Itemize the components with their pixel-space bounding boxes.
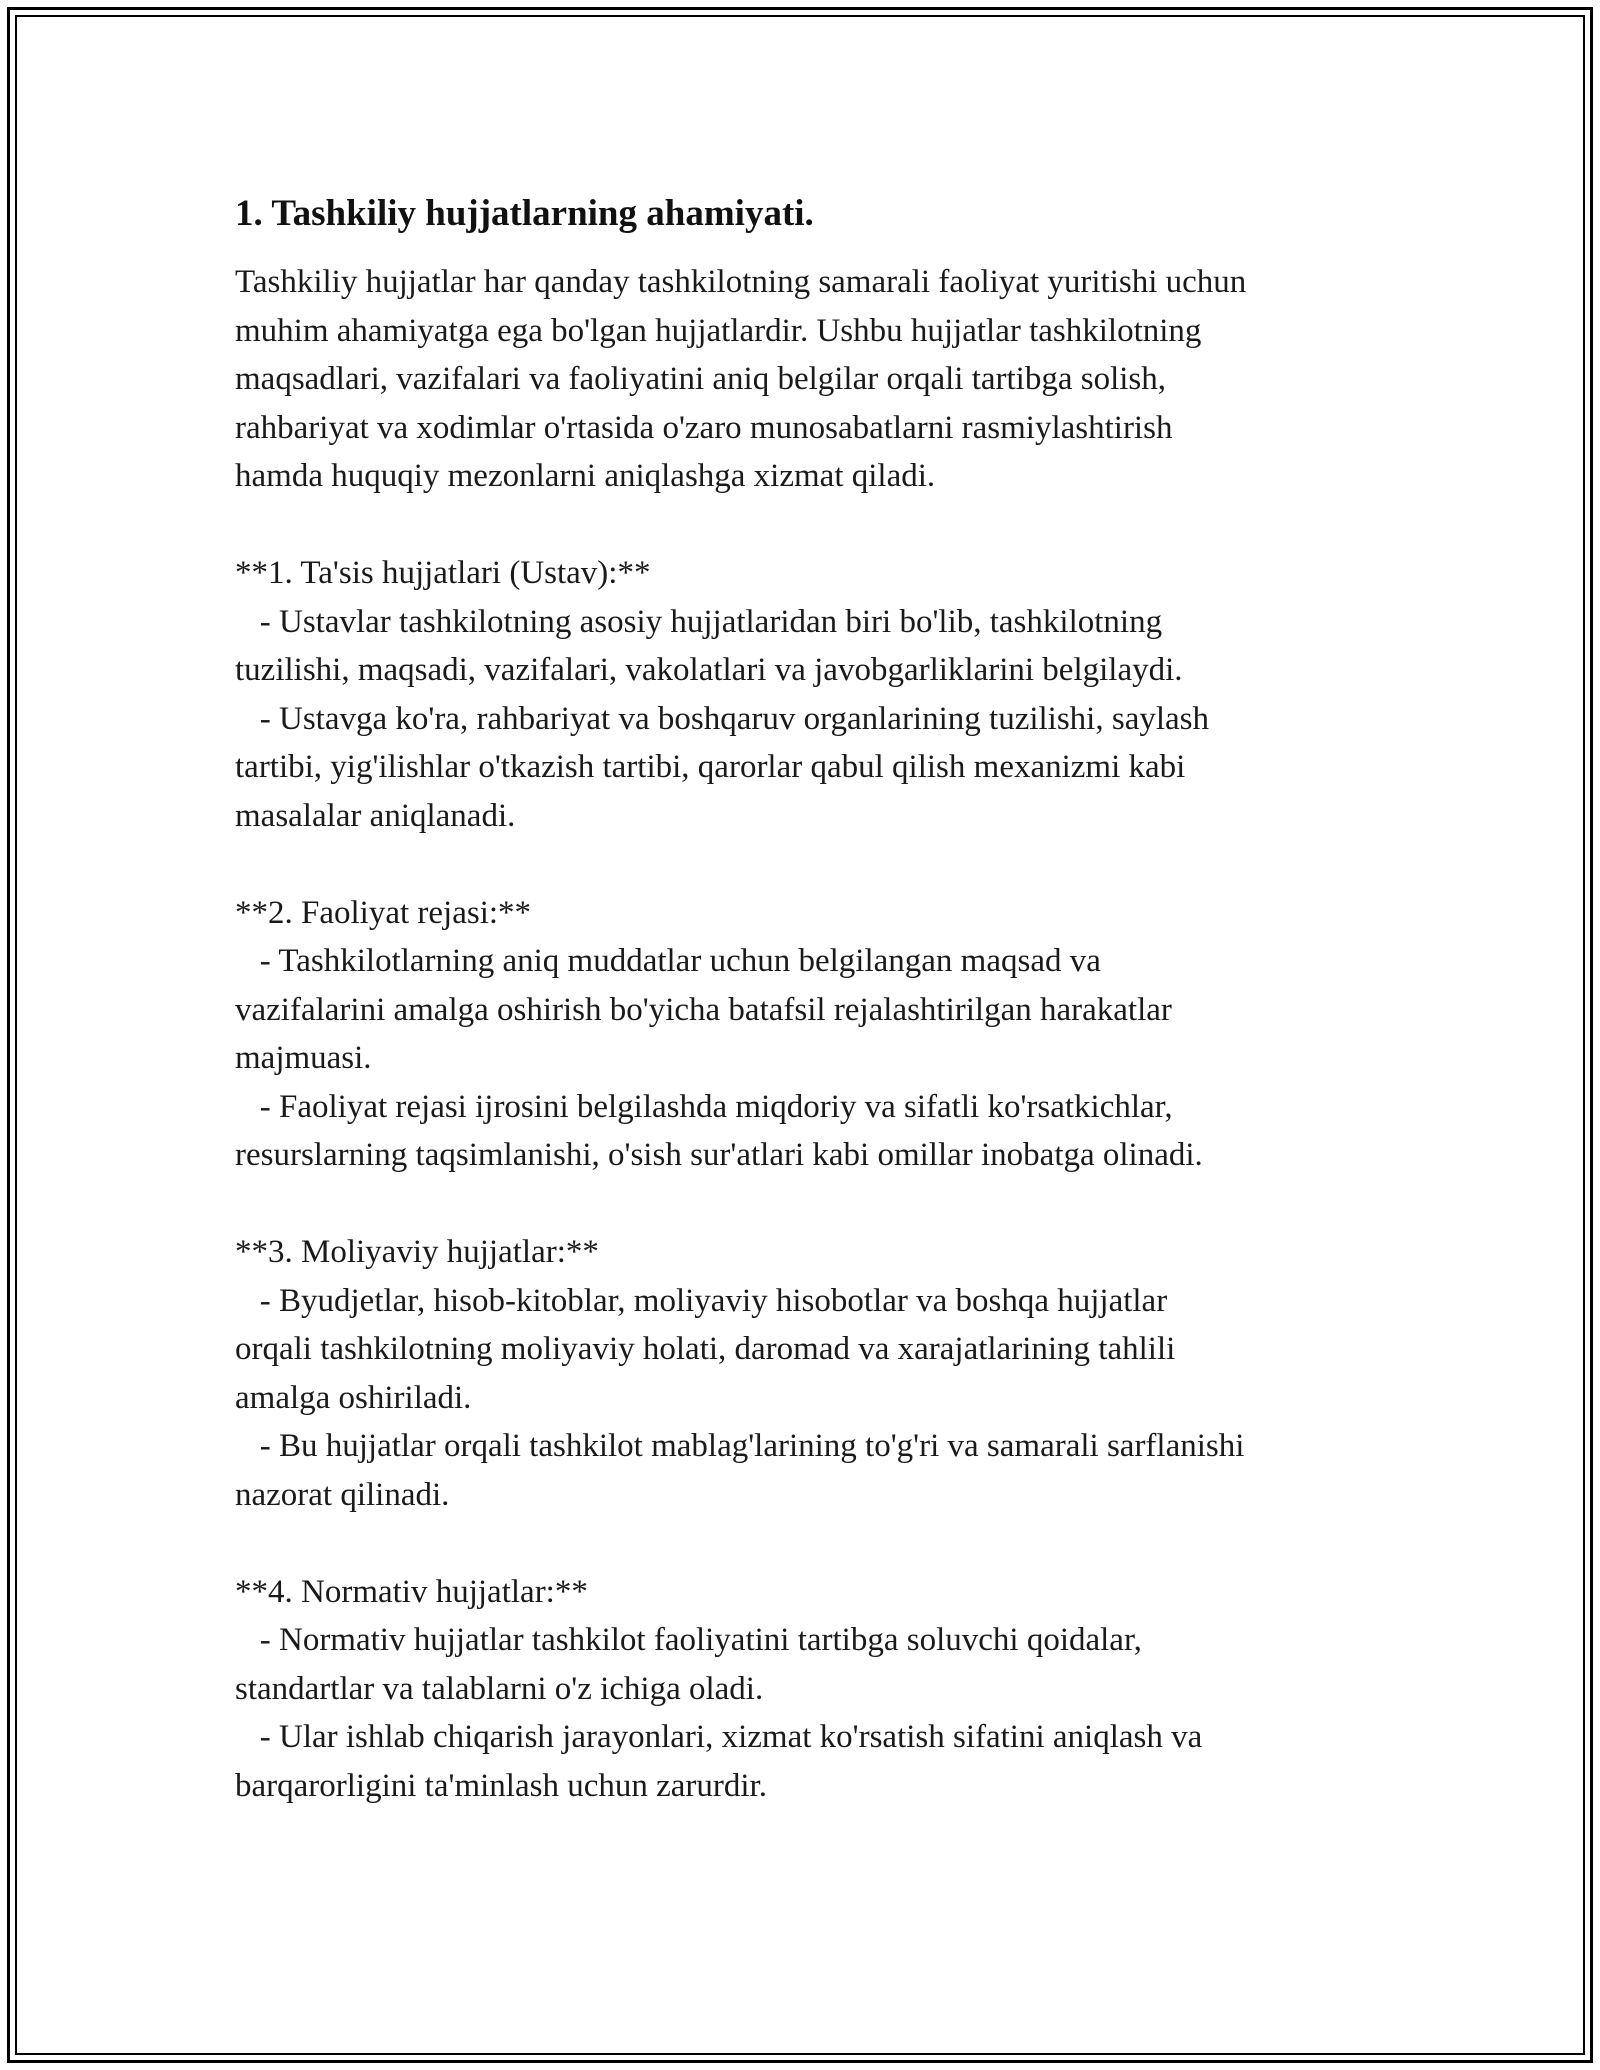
spacer bbox=[235, 840, 1375, 889]
section-item: - Ustavlar tashkilotning asosiy hujjatlaridan biri bo'lib, tashkilotning tuzilishi, maqsadi, vazifalari, vakolatlari va javobgarliklarini belgilaydi. bbox=[235, 603, 1183, 688]
document-body bbox=[235, 188, 1375, 1810]
intro-paragraph: Tashkiliy hujjatlar har qanday tashkilotning samarali faoliyat yuritishi uchun muhim ahamiyatga ega bo'lgan hujjatlardir. Ushbu hujjatlar tashkilotning maqsadlari, vazifalari va faoliyatini aniq belgilar orqali tartibga solish, rahbariyat va xodimlar o'rtasida o'zaro munosabatlarni rasmiylashtirish hamda huquqiy mezonlarni aniqlashga xizmat qiladi. bbox=[235, 264, 1247, 494]
section-title: **3. Moliyaviy hujjatlar:** bbox=[235, 1234, 599, 1270]
spacer bbox=[235, 501, 1375, 550]
spacer bbox=[235, 1519, 1375, 1568]
section-item: - Ustavga ko'ra, rahbariyat va boshqaruv organlarining tuzilishi, saylash tartibi, yig'ilishlar o'tkazish tartibi, qarorlar qabul qilish mexanizmi kabi masalalar aniqlanadi. bbox=[235, 700, 1209, 834]
section-item: - Faoliyat rejasi ijrosini belgilashda miqdoriy va sifatli ko'rsatkichlar, resurslarning taqsimlanishi, o'sish sur'atlari kabi omillar inobatga olinadi. bbox=[235, 1088, 1203, 1173]
section-title: **4. Normativ hujjatlar:** bbox=[235, 1573, 588, 1610]
section-item: - Tashkilotlarning aniq muddatlar uchun belgilangan maqsad va vazifalarini amalga oshirish bo'yicha batafsil rejalashtirilgan harakatlar majmuasi. bbox=[235, 943, 1172, 1076]
section-4 bbox=[235, 1568, 1375, 1811]
spacer bbox=[235, 1180, 1375, 1229]
section-2 bbox=[235, 889, 1375, 1180]
section-item: - Byudjetlar, hisob-kitoblar, moliyaviy hisobotlar va boshqa hujjatlar orqali tashkilotning moliyaviy holati, daromad va xarajatlarining tahlili amalga oshiriladi. bbox=[235, 1282, 1176, 1416]
section-item: - Bu hujjatlar orqali tashkilot mablag'larining to'g'ri va samarali sarflanishi nazorat qilinadi. bbox=[235, 1428, 1245, 1513]
document-heading: 1. Tashkiliy hujjatlarning ahamiyati. bbox=[235, 193, 814, 234]
section-1 bbox=[235, 549, 1375, 840]
section-item: - Ular ishlab chiqarish jarayonlari, xizmat ko'rsatish sifatini aniqlash va barqarorligini ta'minlash uchun zarurdir. bbox=[235, 1719, 1203, 1804]
section-3 bbox=[235, 1228, 1375, 1519]
section-item: - Normativ hujjatlar tashkilot faoliyatini tartibga soluvchi qoidalar, standartlar va talablarni o'z ichiga oladi. bbox=[235, 1622, 1142, 1707]
section-title: **1. Ta'sis hujjatlari (Ustav):** bbox=[235, 555, 651, 591]
section-title: **2. Faoliyat rejasi:** bbox=[235, 894, 532, 931]
